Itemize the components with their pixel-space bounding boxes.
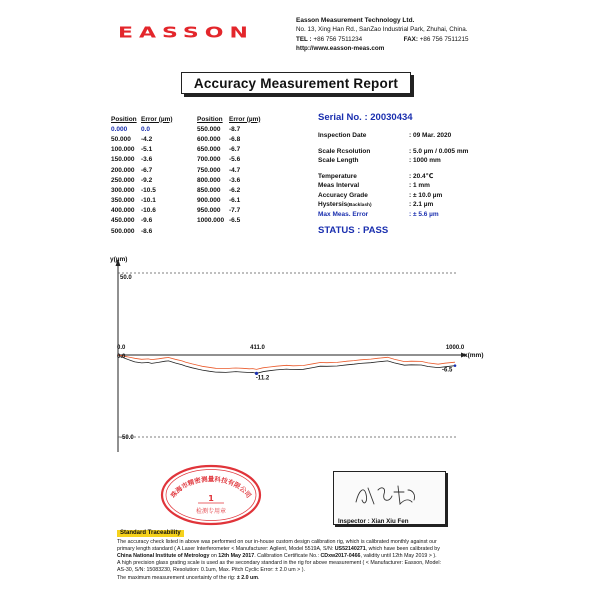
stamp-number: 1	[208, 494, 214, 503]
traceability-section	[117, 530, 489, 582]
position-cell: 800.000	[197, 176, 221, 184]
traceability-heading: Standard Traceability	[117, 530, 184, 537]
signature-box	[333, 471, 446, 525]
meas-interval-label: Meas Interval	[318, 182, 360, 190]
position-cell: 250.000	[111, 176, 135, 184]
position-cell: 100.000	[111, 146, 135, 154]
max-error-label: Max Meas. Error	[318, 210, 369, 218]
end-value-label: -6.5	[442, 367, 453, 374]
end-point-marker	[454, 364, 457, 367]
position-cell: 150.000	[111, 156, 135, 164]
error-cell: -3.6	[229, 176, 241, 184]
position-cell: 400.000	[111, 207, 135, 215]
inspection-stamp	[158, 463, 264, 527]
position-cell: 600.000	[197, 135, 221, 143]
fax-label: FAX:	[403, 35, 418, 43]
error-cell: -6.1	[229, 197, 241, 205]
col-position-header: Position	[197, 115, 223, 123]
traceability-line-2: primary length standard ( A Laser Interferometer < Manufacturer: Agilent, Model 5519A, S/N: US52140271, which have been calibrated by	[117, 546, 440, 553]
traceability-line-5: AS-30, S/N: 15083230, Resolution: 0.1um, Max. Pitch Cyclic Error: ± 2.0 um > ).	[117, 567, 305, 574]
inspection-date-label: Inspection Date	[318, 132, 367, 140]
position-cell: 0.000	[111, 125, 128, 133]
max-error-value: : ± 5.6 µm	[409, 210, 439, 218]
tel-label: TEL :	[296, 35, 312, 43]
error-cell: -3.6	[141, 156, 153, 164]
error-cell: -9.6	[141, 217, 153, 225]
report-title-text: Accuracy Measurement Report	[193, 75, 399, 91]
error-cell: -8.7	[229, 125, 241, 133]
position-cell: 550.000	[197, 125, 221, 133]
temperature-value: : 20.4℃	[409, 173, 434, 181]
position-cell: 350.000	[111, 197, 135, 205]
traceability-line-1: The accuracy check listed in above was performed on our in-house custom design calibration rig, which is calibrated monthly against our	[117, 539, 437, 546]
error-cell: 0.0	[141, 125, 151, 133]
error-cell: -6.8	[229, 135, 241, 143]
position-cell: 450.000	[111, 217, 135, 225]
error-cell: -6.2	[229, 186, 241, 194]
error-cell: -5.1	[141, 146, 153, 154]
position-cell: 900.000	[197, 197, 221, 205]
meas-interval-value: : 1 mm	[409, 182, 430, 190]
position-cell: 200.000	[111, 166, 135, 174]
error-cell: -4.7	[229, 166, 241, 174]
y-axis-label: y(µm)	[110, 256, 128, 263]
serial-label: Serial No.	[318, 112, 362, 123]
col-position-header: Position	[111, 115, 137, 123]
stamp-top-text: 珠海市精密测量科技有限公司	[169, 475, 253, 500]
start-y-label: 0.0	[117, 354, 126, 360]
traceability-line-3: China National Institute of Metrology on 12th May 2017. Calibration Certificate No.: CDxw2017-0466, validity until 12th May 2019 > ).	[117, 553, 437, 560]
stamp-bottom-text: 检测专用章	[195, 508, 227, 515]
end-x-label: 1000.0	[445, 345, 465, 351]
scale-resolution-value: : 5.0 µm / 0.005 mm	[409, 147, 469, 155]
mid-x-label: 411.0	[250, 345, 265, 351]
error-cell: -8.6	[141, 227, 153, 235]
scale-length-value: : 1000 mm	[409, 157, 441, 165]
hysteresis-sub: (Backlash)	[347, 203, 372, 209]
position-cell: 50.000	[111, 135, 131, 143]
traceability-line-4: A high precision glass grating scale is used as the secondary standard in the rig for above measurement ( < Manufacturer: Easson, Model:	[117, 560, 442, 567]
y-tick-label: -50.0	[120, 435, 134, 441]
hysteresis-value: : 2.1 µm	[409, 201, 434, 209]
temperature-label: Temperature	[318, 172, 357, 180]
scale-resolution-label: Scale Rcsolution	[318, 147, 371, 155]
position-cell: 500.000	[111, 227, 135, 235]
inspector-label: Inspector :	[338, 518, 370, 525]
serial-value: : 20030434	[364, 112, 413, 123]
position-cell: 750.000	[197, 166, 221, 174]
scale-length-label: Scale Length	[318, 157, 359, 165]
x-axis-label: x(mm)	[464, 352, 484, 359]
status-badge: STATUS : PASS	[318, 225, 389, 236]
error-cell: -6.5	[229, 217, 241, 225]
y-tick-label: 50.0	[120, 275, 132, 281]
handwritten-signature	[334, 472, 445, 516]
error-cell: -6.7	[141, 166, 153, 174]
company-address: No. 13, Xing Han Rd., SanZao Industrial Park, Zhuhai, China.	[296, 26, 468, 34]
company-name: Easson Measurement Technology Ltd.	[296, 17, 415, 24]
series-line	[118, 355, 455, 369]
position-cell: 850.000	[197, 186, 221, 194]
inspection-date-value: : 09 Mar. 2020	[409, 132, 452, 140]
accuracy-grade-label: Accuracy Grade	[318, 191, 368, 199]
error-cell: -9.2	[141, 176, 153, 184]
col-error-header: Error (µm)	[229, 115, 261, 123]
error-cell: -4.2	[141, 135, 153, 143]
accuracy-grade-value: : ± 10.0 µm	[409, 191, 443, 199]
web-value: www.easson-meas.com	[313, 44, 385, 52]
start-x-label: 0.0	[117, 345, 126, 351]
position-cell: 650.000	[197, 146, 221, 154]
error-cell: -10.1	[141, 197, 156, 205]
hysteresis-label-text: Hystersis	[318, 201, 348, 209]
tel-value: +86 756 7511234	[313, 35, 363, 43]
inspector-name: Xian Xiu Fen	[371, 518, 409, 525]
traceability-line-6: The maximum measurement uncertainty of the rig: ± 2.0 um.	[117, 574, 260, 581]
fax-value: +86 756 7511215	[419, 35, 469, 43]
error-cell: -6.7	[229, 146, 241, 154]
position-cell: 300.000	[111, 186, 135, 194]
error-cell: -10.5	[141, 186, 156, 194]
error-cell: -7.7	[229, 207, 241, 215]
error-cell: -5.6	[229, 156, 241, 164]
min-value-label: -11.2	[255, 375, 270, 382]
col-error-header: Error (µm)	[141, 115, 173, 123]
position-cell: 950.000	[197, 207, 221, 215]
position-cell: 1000.000	[197, 217, 225, 225]
web-label: http://	[296, 44, 314, 52]
inspector-line	[338, 518, 409, 525]
position-cell: 700.000	[197, 156, 221, 164]
error-cell: -10.6	[141, 207, 156, 215]
easson-logo: EASSON	[118, 24, 254, 42]
